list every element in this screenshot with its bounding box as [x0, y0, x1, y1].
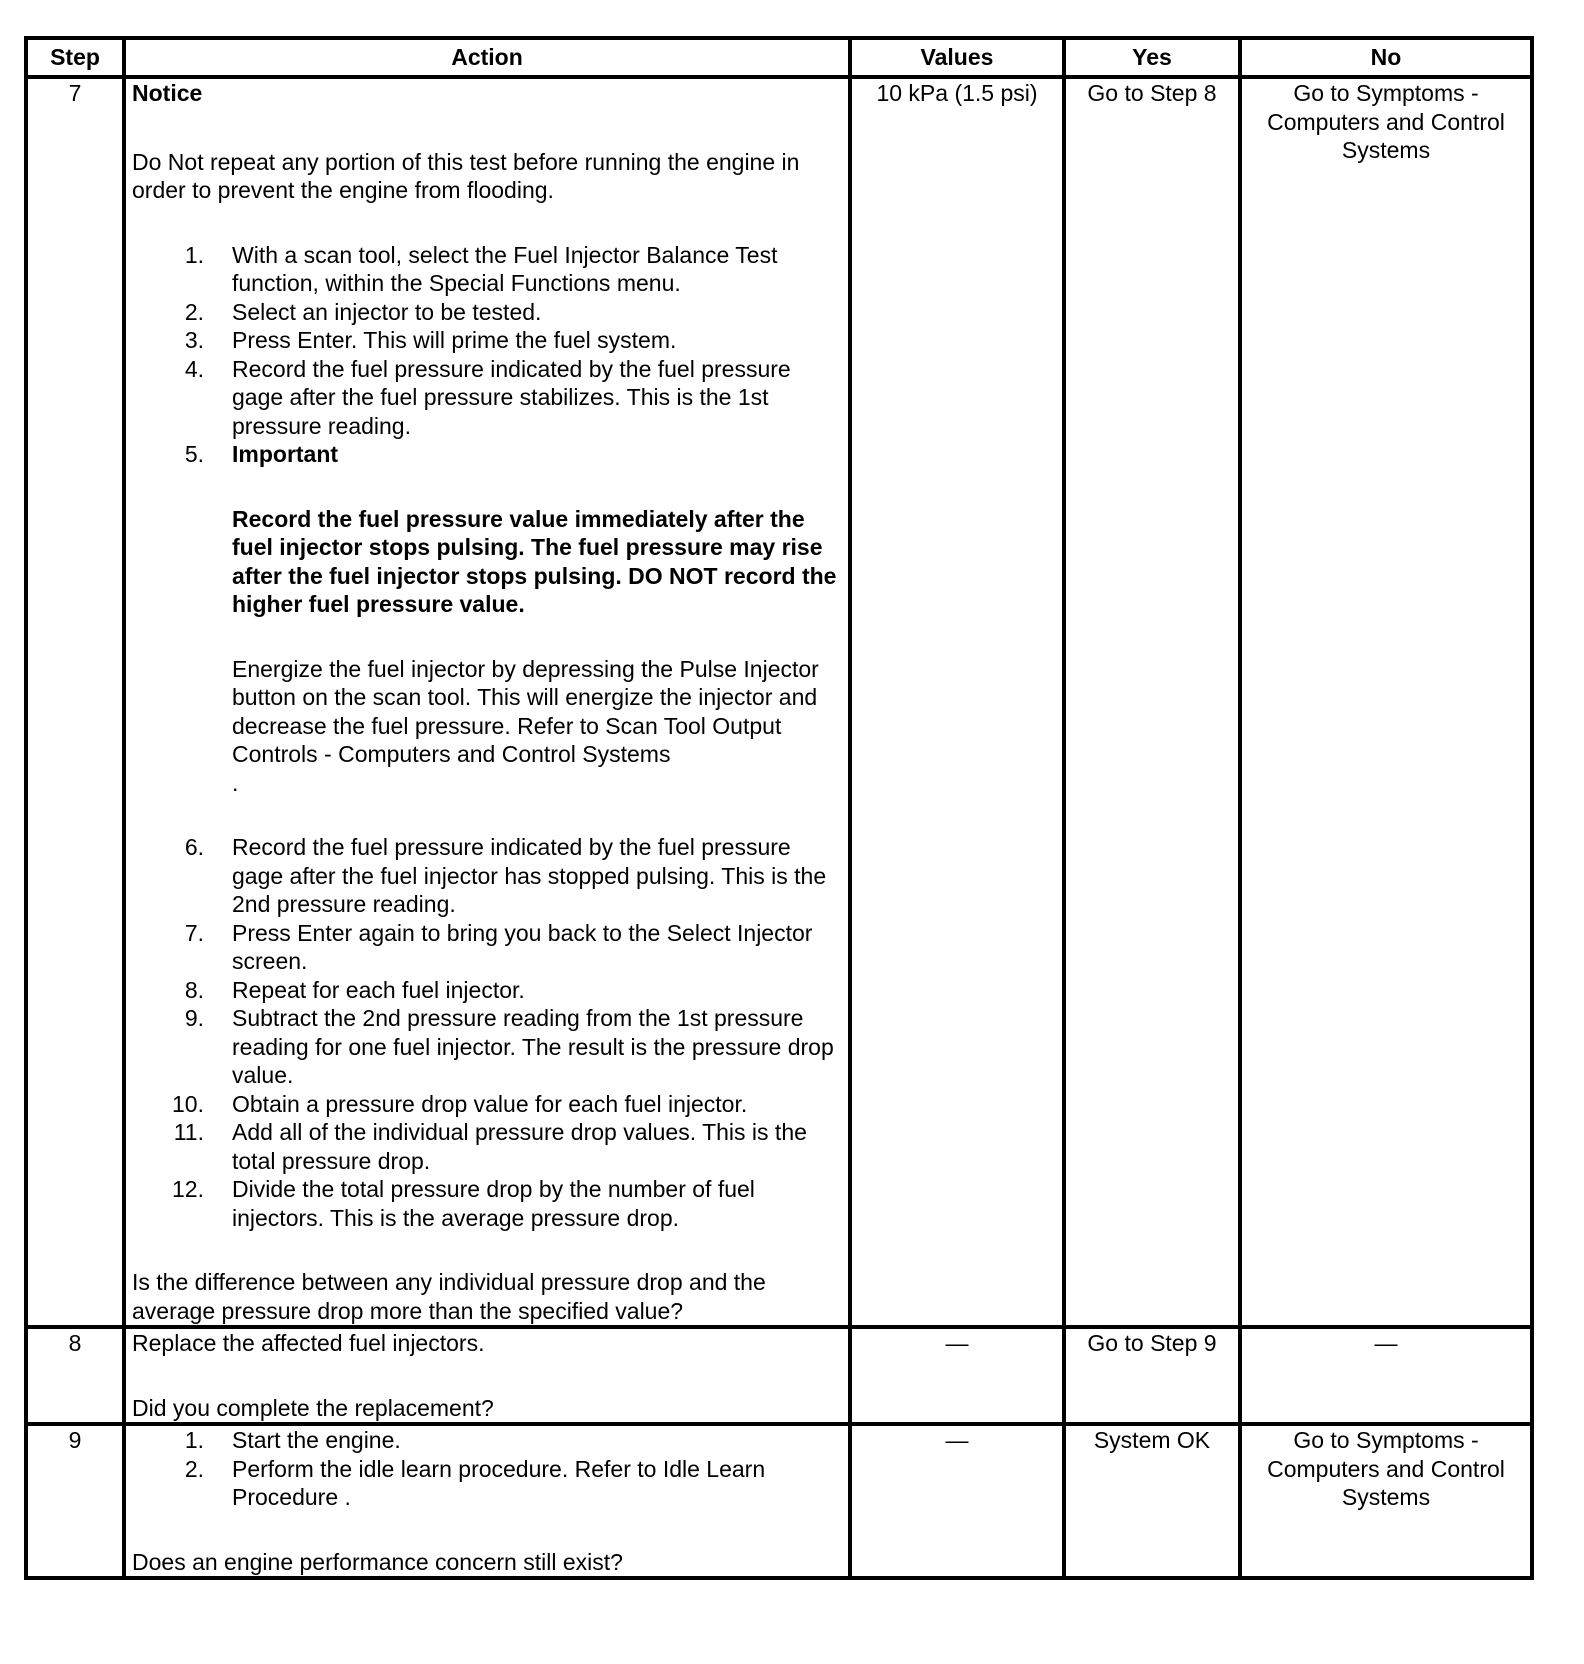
- no-cell: —: [1240, 1327, 1532, 1424]
- header-step: Step: [26, 38, 124, 77]
- table-row-step-7: [26, 77, 1532, 1327]
- list-item: 2. Select an injector to be tested.: [184, 298, 542, 325]
- notice-text: Do Not repeat any portion of this test before running the engine in order to prevent the engine from flooding.: [132, 148, 800, 203]
- yes-cell: Go to Step 9: [1064, 1327, 1240, 1424]
- list-item: 11. Add all of the individual pressure drop values. This is the total pressure drop.: [173, 1119, 807, 1174]
- value-cell: —: [850, 1424, 1064, 1578]
- value-cell: —: [850, 1327, 1064, 1424]
- list-item: 8. Repeat for each fuel injector.: [184, 976, 525, 1003]
- header-action: Action: [124, 38, 850, 77]
- procedure-list-continued: [132, 833, 842, 1232]
- no-cell: Go to Symptoms - Computers and Control Systems: [1240, 1424, 1532, 1578]
- list-item-important: 5. Important Record the fuel pressure value immediately after the fuel injector stops pulsing. The fuel pressure may rise after the fuel injector stops pulsing. DO NOT record the higher fuel pressure value. Energize the fuel injector by depressing the Pulse Injector button on the scan tool. This will energize the injector and decrease the fuel pressure. Refer to Scan Tool Output Controls - Computers and Control Systems .: [132, 440, 842, 797]
- list-item: 4. Record the fuel pressure indicated by the fuel pressure gage after the fuel pressure stabilizes. This is the 1st pressure reading.: [184, 355, 791, 439]
- diagnostic-steps-table: [24, 36, 1534, 1580]
- table-row-step-8: [26, 1327, 1532, 1424]
- question-text: Did you complete the replacement?: [132, 1394, 494, 1421]
- table-row-step-9: [26, 1424, 1532, 1578]
- list-item: 2. Perform the idle learn procedure. Refer to Idle Learn Procedure .: [184, 1455, 766, 1510]
- question-text: Does an engine performance concern still exist?: [132, 1548, 623, 1575]
- list-item: 3. Press Enter. This will prime the fuel system.: [184, 327, 677, 353]
- header-no: No: [1240, 38, 1532, 77]
- list-item: 9. Subtract the 2nd pressure reading from the 1st pressure reading for one fuel injector. The result is the pressure drop value.: [184, 1005, 834, 1088]
- header-values: Values: [850, 38, 1064, 77]
- step-number: 7: [26, 77, 124, 1327]
- action-cell: [124, 77, 850, 1327]
- yes-cell: System OK: [1064, 1424, 1240, 1578]
- list-item: 12. Divide the total pressure drop by the number of fuel injectors. This is the average pressure drop.: [172, 1176, 755, 1231]
- no-cell: Go to Symptoms - Computers and Control Systems: [1240, 77, 1532, 1327]
- action-text: Replace the affected fuel injectors.: [132, 1330, 485, 1356]
- list-item: 1. With a scan tool, select the Fuel Injector Balance Test function, within the Special Functions menu.: [184, 241, 778, 296]
- important-text: Record the fuel pressure value immediately after the fuel injector stops pulsing. The fuel pressure may rise after the fuel injector stops pulsing. DO NOT record the higher fuel pressure value.: [232, 505, 837, 617]
- diagnostic-table-page: [24, 36, 1534, 1580]
- value-cell: 10 kPa (1.5 psi): [850, 77, 1064, 1327]
- action-cell: [124, 1424, 850, 1578]
- list-item: 10. Obtain a pressure drop value for each fuel injector.: [172, 1090, 748, 1117]
- step-number: 8: [26, 1327, 124, 1424]
- energize-trailer: .: [232, 769, 239, 796]
- header-yes: Yes: [1064, 38, 1240, 77]
- notice-title: Notice: [132, 80, 203, 106]
- procedure-list: [132, 241, 842, 798]
- energize-text: Energize the fuel injector by depressing the Pulse Injector button on the scan tool. This will energize the injector and decrease the fuel pressure. Refer to Scan Tool Output Controls - Computers and Control Systems: [232, 655, 819, 767]
- step-number: 9: [26, 1424, 124, 1578]
- important-title: Important: [232, 441, 339, 467]
- yes-cell: Go to Step 8: [1064, 77, 1240, 1327]
- list-item: 7. Press Enter again to bring you back to the Select Injector screen.: [184, 919, 813, 974]
- action-cell: [124, 1327, 850, 1424]
- question-text: Is the difference between any individual pressure drop and the average pressure drop more than the specified value?: [132, 1269, 766, 1324]
- table-header-row: [26, 38, 1532, 77]
- list-item: 6. Record the fuel pressure indicated by the fuel pressure gage after the fuel injector has stopped pulsing. This is the 2nd pressure reading.: [184, 834, 827, 917]
- procedure-list: [132, 1426, 842, 1512]
- list-item: 1. Start the engine.: [184, 1427, 401, 1453]
